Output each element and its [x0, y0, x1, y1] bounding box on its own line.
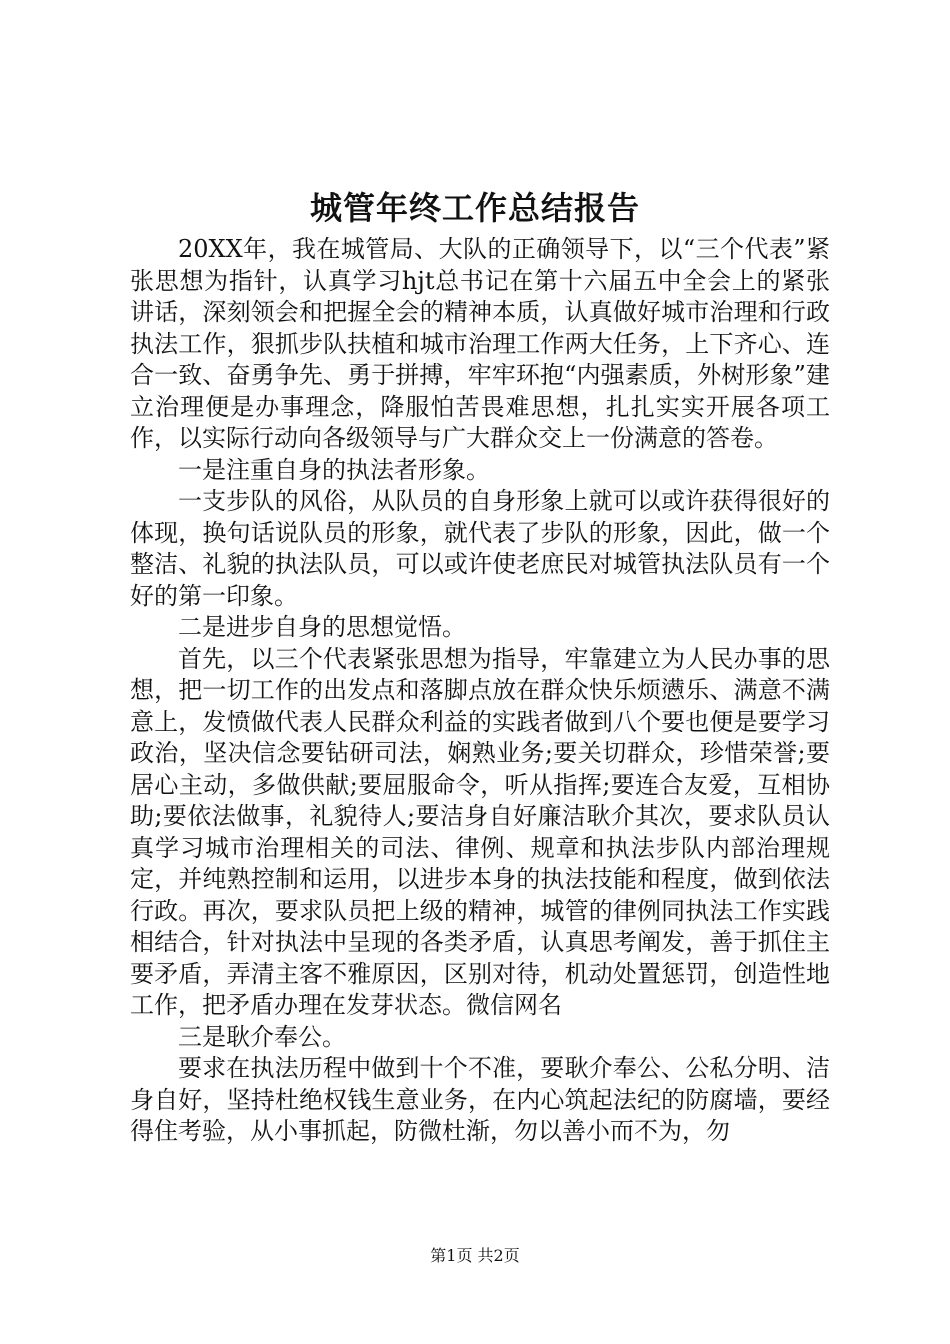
paragraph-heading-3: 三是耿介奉公。 — [178, 1022, 346, 1051]
paragraph-intro: 20XX年，我在城管局、大队的正确领导下，以“三个代表”紧张思想为指针，认真学习hjt总书记在第十六届五中全会上的紧张讲话，深刻领会和把握全会的精神本质，认真做好城市治理和行政执法工作，狠抓步队扶植和城市治理工作两大任务，上下齐心、连合一致、奋勇争先、勇于拼搏，牢牢环抱“内强素质，外树形象”建立治理便是办事理念，降服怕苦畏难思想，扎扎实实开展各项工作，以实际行动向各级领导与广大群众交上一份满意的答卷。 — [130, 235, 830, 452]
page-footer: 第1页 共2页 — [430, 1246, 520, 1265]
document-title: 城管年终工作总结报告 — [309, 189, 640, 227]
paragraph-heading-1: 一是注重自身的执法者形象。 — [178, 455, 490, 484]
paragraph-body-2: 首先，以三个代表紧张思想为指导，牢靠建立为人民办事的思想，把一切工作的出发点和落脚点放在群众快乐烦懑乐、满意不满意上，发愤做代表人民群众利益的实践者做到八个要也便是要学习政治，坚决信念要钻研司法，娴熟业务;要关切群众，珍惜荣誉;要居心主动，多做供献;要屈服命令，听从指挥;要连合友爱，互相协助;要依法做事，礼貌待人;要洁身自好廉洁耿介其次，要求队员认真学习城市治理相关的司法、律例、规章和执法步队内部治理规定，并纯熟控制和运用，以进步本身的执法技能和程度，做到依法行政。再次，要求队员把上级的精神，城管的律例同执法工作实践相结合，针对执法中呈现的各类矛盾，认真思考阐发，善于抓住主要矛盾，弄清主客不雅原因，区别对待，机动处置惩罚，创造性地工作，把矛盾办理在发芽状态。微信网名 — [130, 644, 830, 1019]
paragraph-body-1: 一支步队的风俗，从队员的自身形象上就可以或许获得很好的体现，换句话说队员的形象，就代表了步队的形象，因此，做一个整洁、礼貌的执法队员，可以或许使老庶民对城管执法队员有一个好的第一印象。 — [130, 487, 830, 610]
paragraph-body-3: 要求在执法历程中做到十个不准，要耿介奉公、公私分明、洁身自好，坚持杜绝权钱生意业务，在内心筑起法纪的防腐墙，要经得住考验，从小事抓起，防微杜渐，勿以善小而不为，勿 — [130, 1054, 830, 1145]
document-body — [130, 234, 830, 1148]
paragraph-heading-2: 二是进步自身的思想觉悟。 — [178, 613, 466, 641]
